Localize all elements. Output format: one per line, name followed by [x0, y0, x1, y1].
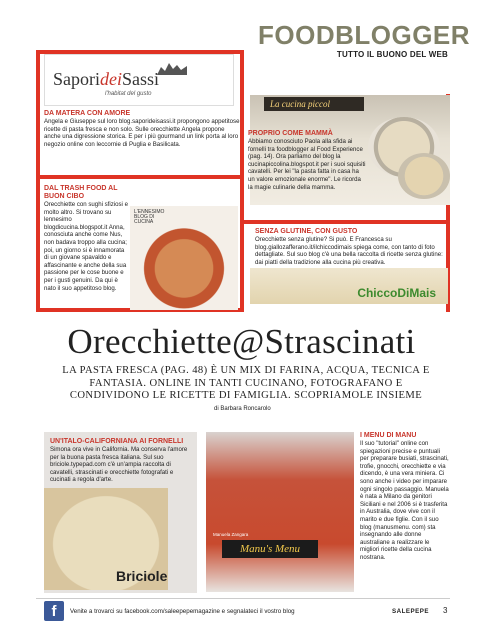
magazine-name: SALEPEPE [392, 608, 430, 615]
photo-caption: Manuela Zangara [213, 532, 249, 537]
sapori-logo [44, 54, 234, 106]
section-heading: UN'ITALO-CALIFORNIANA AI FORNELLI [50, 438, 184, 445]
logo-tagline: l'habitat del gusto [105, 91, 152, 97]
section-body: Orecchiette con sughi sfiziosi e molto altro. Si trovano su lennesimo blogdicucina.blogspot.it Anna, conosciuta anche come Nus, non badava troppo alla cucina; poi, un giorno si è innamorata di un giovane spavaldo e affascinante e anche della sua passione per le cose buone e per i gusti genuini. Da qui è nato il suo appetitoso blog. [44, 201, 128, 292]
section-mamma [248, 130, 366, 191]
brand-title: FOODBLOGGER [258, 20, 471, 50]
orecchiette-photo [130, 206, 238, 310]
section-body: Simona ora vive in California. Ma conserva l'amore per la buona pasta fresca italiana. Sul suo briciole.typepad.com c'è un'ampia raccolta di cavatelli, strascinati e orecchiette fotografati e cucinati a regola d'arte. [50, 446, 188, 484]
red-frame-middle [240, 50, 244, 312]
brand-tagline: TUTTO IL BUONO DEL WEB [336, 50, 448, 59]
section-glutine [255, 228, 445, 266]
section-body: Angela e Giuseppe sul loro blog.saporideisassi.it propongono appetitose ricette di pasta fresca e non solo. Sulle orecchiette Angela propone anche una digressione storica. E per i più gourmand un link porta al loro negozio online con leccornie di Puglia e Basilicata. [44, 118, 240, 148]
footer-divider [36, 598, 450, 599]
section-body: Abbiamo conosciuto Paola alla sfida ai fornelli tra foodblogger al Food Experience (pag. 14). Ora parliamo del blog la cucinapiccolina.blogspot.it per i suoi squisiti cavatelli. Per lei "la pasta fatta in casa ha un valore emozionale enorme". Le ricorda la magie culinarie della mamma. [248, 138, 366, 191]
section-heading: DA MATERA CON AMORE [44, 110, 131, 117]
briciole-badge: Briciole [116, 568, 168, 584]
manus-menu-photo [206, 432, 354, 592]
town-icon [157, 61, 187, 75]
page-number: 3 [443, 606, 448, 615]
red-frame-divider [36, 175, 242, 179]
red-frame-right-divider [244, 220, 450, 224]
feature-title: Orecchiette@Strascinati [67, 322, 416, 361]
bowl-shape [398, 153, 450, 199]
feature-subtitle: LA PASTA FRESCA (PAG. 48) È UN MIX DI FARINA, ACQUA, TECNICA E FANTASIA. ONLINE IN TANTI CUCINANO, FOTOGRAFANO E CONDIVIDONO LE RICETTE DI FAMIGLIA. SCOPRIAMOLE INSIEME [62, 365, 430, 401]
photo-label: L'ENNESIMO BLOG DI CUCINA [134, 209, 165, 225]
section-manu [360, 432, 450, 562]
footer-text: Venite a trovarci su facebook.com/saleepepemagazine e segnalateci il vostro blog [70, 608, 295, 615]
section-california [50, 438, 190, 484]
section-body: Orecchiette senza glutine? Si può. E Francesca su blog.giallozafferano.it/ilchiccodimais spiega come, con tanto di foto dettagliate. Sul suo blog c'è una bella raccolta di ricette senza glutine: dai piatti della tradizione alla cucina più creativa. [255, 236, 443, 266]
section-matera [44, 110, 240, 148]
byline: di Barbara Roncarolo [214, 406, 271, 412]
chiccodimais-badge: ChiccoDiMais [357, 286, 436, 300]
chiccodimais-photo [250, 268, 448, 304]
facebook-icon[interactable]: f [44, 601, 64, 621]
section-body: Il suo "tutorial" online con spiegazioni precise e puntuali per preparare busiati, strascinati, trofie, gnocchi, orecchiette e via dicendo, è una vera miniera. Ci sono anche i video per imparare ogni singolo passaggio. Manuela è nata a Milano da genitori Siciliani e nel 2006 si è trasferita in Australia, dove vive con il marito e due figlie. Con il suo blog (manusmenu. com) sta insegnando alle donne australiane a realizzare le migliori ricette della cucina nostrana. [360, 440, 449, 561]
cucina-piccolina-banner: La cucina piccol [264, 97, 364, 111]
manus-menu-banner: Manu's Menu [222, 540, 318, 558]
logo-name: SaporideiSassi [53, 69, 160, 89]
section-heading: SENZA GLUTINE, CON GUSTO [255, 228, 358, 235]
section-trash-food [44, 185, 129, 292]
section-heading: I MENU DI MANU [360, 432, 417, 439]
section-heading: DAL TRASH FOOD AL BUON CIBO [44, 185, 118, 200]
section-heading: PROPRIO COME MAMMÀ [248, 130, 333, 137]
red-frame-left [36, 50, 40, 312]
